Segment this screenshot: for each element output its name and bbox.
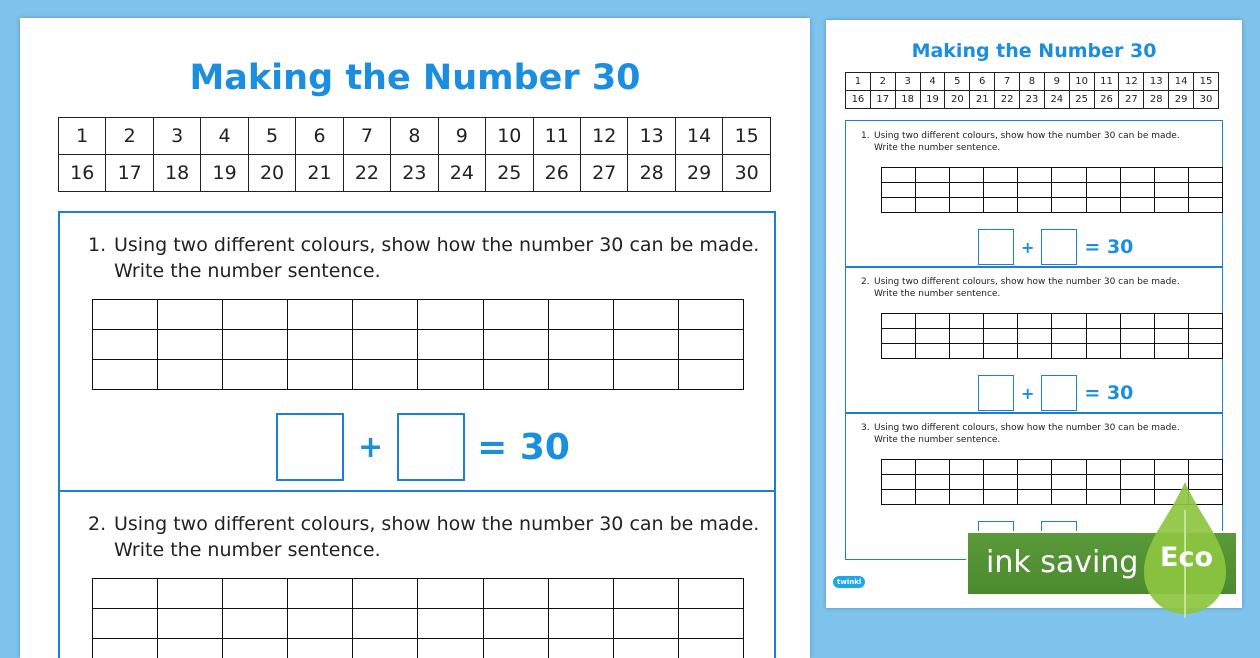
grid-cell[interactable] (984, 168, 1018, 183)
grid-cell[interactable] (1052, 198, 1086, 213)
grid-cell[interactable] (1052, 168, 1086, 183)
grid-cell[interactable] (1188, 460, 1222, 475)
number-line-table (845, 72, 1219, 109)
grid-cell[interactable] (158, 579, 223, 609)
grid-cell[interactable] (916, 490, 950, 505)
question-number: 2. (861, 276, 874, 288)
grid-cell[interactable] (93, 300, 158, 330)
number-row (59, 118, 771, 155)
grid-cell[interactable] (882, 329, 916, 344)
grid-cell[interactable] (1052, 344, 1086, 359)
grid-cell[interactable] (1154, 168, 1188, 183)
worksheet-title: Making the Number 30 (20, 58, 810, 98)
grid-cell[interactable] (1188, 344, 1222, 359)
grid-cell[interactable] (223, 330, 288, 360)
number-cell: 25 (1069, 91, 1094, 109)
grid-cell[interactable] (548, 609, 613, 639)
colouring-grid (881, 167, 1223, 213)
grid-cell[interactable] (353, 579, 418, 609)
grid-cell[interactable] (882, 314, 916, 329)
number-line-table (58, 117, 771, 192)
grid-cell[interactable] (950, 490, 984, 505)
grid-cell[interactable] (1120, 329, 1154, 344)
grid-row (93, 330, 744, 360)
question-instruction: Write the number sentence. (861, 288, 1211, 300)
number-cell: 18 (153, 155, 200, 192)
number-cell: 1 (59, 118, 106, 155)
number-cell: 23 (1020, 91, 1045, 109)
question-box (58, 211, 776, 492)
number-sentence (978, 375, 1133, 411)
number-cell: 27 (580, 155, 627, 192)
grid-cell[interactable] (1018, 314, 1052, 329)
grid-cell[interactable] (158, 300, 223, 330)
grid-cell[interactable] (678, 330, 743, 360)
grid-cell[interactable] (984, 183, 1018, 198)
grid-cell[interactable] (950, 314, 984, 329)
plus-sign: + (358, 430, 383, 465)
grid-cell[interactable] (984, 344, 1018, 359)
grid-cell[interactable] (1120, 183, 1154, 198)
number-cell: 19 (201, 155, 248, 192)
grid-cell[interactable] (288, 579, 353, 609)
number-cell: 28 (1144, 91, 1169, 109)
answer-box[interactable] (276, 413, 344, 481)
grid-cell[interactable] (93, 639, 158, 658)
grid-cell[interactable] (1018, 344, 1052, 359)
number-cell: 28 (628, 155, 675, 192)
grid-cell[interactable] (548, 330, 613, 360)
grid-cell[interactable] (548, 360, 613, 390)
grid-cell[interactable] (158, 609, 223, 639)
grid-cell[interactable] (1154, 329, 1188, 344)
number-cell: 12 (580, 118, 627, 155)
number-cell: 3 (153, 118, 200, 155)
grid-cell[interactable] (613, 579, 678, 609)
ink-saving-label: ink saving (986, 545, 1138, 580)
grid-row (882, 344, 1223, 359)
answer-box[interactable] (397, 413, 465, 481)
grid-cell[interactable] (1120, 168, 1154, 183)
grid-cell[interactable] (1154, 198, 1188, 213)
grid-cell[interactable] (483, 360, 548, 390)
grid-cell[interactable] (483, 579, 548, 609)
number-cell: 29 (1169, 91, 1194, 109)
number-cell: 17 (106, 155, 153, 192)
grid-cell[interactable] (1086, 475, 1120, 490)
grid-row (93, 609, 744, 639)
number-sentence (276, 413, 570, 481)
question-line: Using two different colours, show how the number 30 can be made. (114, 513, 759, 535)
number-row (846, 91, 1219, 109)
grid-cell[interactable] (916, 314, 950, 329)
answer-box[interactable] (1041, 375, 1077, 411)
grid-cell[interactable] (353, 330, 418, 360)
grid-cell[interactable] (1052, 460, 1086, 475)
question-number: 3. (861, 422, 874, 434)
grid-cell[interactable] (882, 460, 916, 475)
grid-cell[interactable] (950, 168, 984, 183)
number-cell: 26 (533, 155, 580, 192)
question-text (88, 233, 768, 284)
equals-thirty: = 30 (1084, 382, 1133, 404)
number-cell: 20 (945, 91, 970, 109)
number-cell: 13 (1144, 73, 1169, 91)
number-sentence (978, 229, 1133, 265)
question-number: 1. (861, 130, 874, 142)
grid-cell[interactable] (916, 344, 950, 359)
grid-cell[interactable] (353, 300, 418, 330)
grid-cell[interactable] (984, 329, 1018, 344)
grid-cell[interactable] (950, 329, 984, 344)
number-cell: 10 (1069, 73, 1094, 91)
grid-cell[interactable] (882, 168, 916, 183)
number-cell: 5 (248, 118, 295, 155)
question-box (845, 120, 1223, 268)
number-cell: 9 (1044, 73, 1069, 91)
answer-box[interactable] (978, 375, 1014, 411)
number-cell: 8 (1020, 73, 1045, 91)
number-cell: 22 (343, 155, 390, 192)
grid-cell[interactable] (1052, 329, 1086, 344)
grid-cell[interactable] (1188, 183, 1222, 198)
grid-cell[interactable] (483, 639, 548, 658)
grid-cell[interactable] (678, 639, 743, 658)
question-box (58, 490, 776, 658)
grid-cell[interactable] (418, 300, 483, 330)
number-cell: 16 (59, 155, 106, 192)
number-cell: 1 (846, 73, 871, 91)
grid-cell[interactable] (548, 639, 613, 658)
question-text (88, 512, 768, 563)
number-cell: 6 (970, 73, 995, 91)
grid-cell[interactable] (418, 609, 483, 639)
grid-cell[interactable] (882, 183, 916, 198)
grid-cell[interactable] (93, 579, 158, 609)
grid-cell[interactable] (984, 490, 1018, 505)
number-cell: 4 (920, 73, 945, 91)
grid-cell[interactable] (1086, 490, 1120, 505)
number-cell: 15 (723, 118, 771, 155)
grid-cell[interactable] (223, 639, 288, 658)
grid-cell[interactable] (916, 460, 950, 475)
question-instruction: Write the number sentence. (861, 142, 1211, 154)
question-number: 2. (88, 512, 114, 538)
grid-cell[interactable] (1052, 314, 1086, 329)
number-cell: 10 (486, 118, 533, 155)
question-line: Using two different colours, show how the number 30 can be made. (114, 234, 759, 256)
grid-cell[interactable] (93, 360, 158, 390)
grid-cell[interactable] (483, 300, 548, 330)
question-text (861, 276, 1211, 300)
grid-cell[interactable] (882, 475, 916, 490)
grid-cell[interactable] (158, 360, 223, 390)
grid-cell[interactable] (678, 300, 743, 330)
grid-cell[interactable] (1018, 329, 1052, 344)
grid-row (882, 168, 1223, 183)
grid-cell[interactable] (1188, 329, 1222, 344)
grid-cell[interactable] (1086, 460, 1120, 475)
grid-cell[interactable] (1086, 314, 1120, 329)
grid-cell[interactable] (418, 639, 483, 658)
grid-cell[interactable] (223, 360, 288, 390)
number-cell: 16 (846, 91, 871, 109)
grid-cell[interactable] (1086, 198, 1120, 213)
question-line: Using two different colours, show how the number 30 can be made. (874, 277, 1180, 287)
grid-cell[interactable] (548, 300, 613, 330)
number-cell: 2 (106, 118, 153, 155)
grid-cell[interactable] (223, 609, 288, 639)
grid-cell[interactable] (950, 475, 984, 490)
grid-row (93, 300, 744, 330)
number-cell: 23 (391, 155, 438, 192)
plus-sign: + (1021, 238, 1034, 257)
grid-cell[interactable] (158, 639, 223, 658)
grid-cell[interactable] (613, 639, 678, 658)
number-cell: 21 (296, 155, 343, 192)
grid-row (882, 329, 1223, 344)
number-cell: 30 (1194, 91, 1219, 109)
number-row (846, 73, 1219, 91)
grid-cell[interactable] (1018, 168, 1052, 183)
grid-cell[interactable] (1018, 183, 1052, 198)
grid-cell[interactable] (223, 579, 288, 609)
question-number: 1. (88, 233, 114, 259)
grid-cell[interactable] (950, 183, 984, 198)
grid-cell[interactable] (418, 330, 483, 360)
number-cell: 30 (723, 155, 771, 192)
grid-cell[interactable] (418, 360, 483, 390)
question-instruction: Write the number sentence. (88, 259, 768, 285)
question-instruction: Write the number sentence. (88, 538, 768, 564)
grid-cell[interactable] (916, 168, 950, 183)
number-cell: 25 (486, 155, 533, 192)
number-cell: 18 (895, 91, 920, 109)
grid-row (882, 460, 1223, 475)
number-cell: 4 (201, 118, 248, 155)
grid-cell[interactable] (418, 579, 483, 609)
equals-thirty: = 30 (1084, 236, 1133, 258)
worksheet-preview-large (20, 18, 810, 658)
grid-row (882, 198, 1223, 213)
number-cell: 6 (296, 118, 343, 155)
grid-cell[interactable] (916, 198, 950, 213)
grid-cell[interactable] (678, 360, 743, 390)
grid-cell[interactable] (1120, 198, 1154, 213)
number-cell: 8 (391, 118, 438, 155)
grid-cell[interactable] (1018, 490, 1052, 505)
number-cell: 24 (1044, 91, 1069, 109)
grid-cell[interactable] (1120, 314, 1154, 329)
number-cell: 27 (1119, 91, 1144, 109)
grid-cell[interactable] (1188, 168, 1222, 183)
number-cell: 20 (248, 155, 295, 192)
twinkl-logo: twinkl (833, 576, 865, 588)
question-line: Using two different colours, show how the number 30 can be made. (874, 423, 1180, 433)
grid-cell[interactable] (353, 609, 418, 639)
grid-cell[interactable] (1052, 183, 1086, 198)
colouring-grid (92, 299, 744, 390)
grid-cell[interactable] (916, 329, 950, 344)
grid-cell[interactable] (613, 609, 678, 639)
grid-cell[interactable] (288, 300, 353, 330)
grid-cell[interactable] (93, 330, 158, 360)
grid-cell[interactable] (1154, 344, 1188, 359)
question-instruction: Write the number sentence. (861, 434, 1211, 446)
grid-cell[interactable] (984, 314, 1018, 329)
grid-cell[interactable] (353, 360, 418, 390)
grid-cell[interactable] (288, 639, 353, 658)
number-cell: 9 (438, 118, 485, 155)
grid-cell[interactable] (1188, 198, 1222, 213)
number-cell: 3 (895, 73, 920, 91)
number-cell: 2 (870, 73, 895, 91)
grid-cell[interactable] (613, 330, 678, 360)
grid-cell[interactable] (882, 198, 916, 213)
grid-cell[interactable] (678, 609, 743, 639)
grid-cell[interactable] (950, 460, 984, 475)
grid-cell[interactable] (984, 198, 1018, 213)
number-cell: 13 (628, 118, 675, 155)
question-text (861, 422, 1211, 446)
grid-cell[interactable] (950, 198, 984, 213)
grid-cell[interactable] (950, 344, 984, 359)
number-cell: 22 (995, 91, 1020, 109)
grid-cell[interactable] (1188, 314, 1222, 329)
answer-box[interactable] (1041, 229, 1077, 265)
number-cell: 15 (1194, 73, 1219, 91)
grid-cell[interactable] (353, 639, 418, 658)
grid-cell[interactable] (223, 300, 288, 330)
number-cell: 21 (970, 91, 995, 109)
plus-sign: + (1021, 384, 1034, 403)
grid-cell[interactable] (158, 330, 223, 360)
number-cell: 14 (675, 118, 722, 155)
grid-cell[interactable] (93, 609, 158, 639)
grid-cell[interactable] (916, 475, 950, 490)
grid-cell[interactable] (882, 344, 916, 359)
grid-row (882, 183, 1223, 198)
grid-cell[interactable] (1120, 344, 1154, 359)
number-cell: 19 (920, 91, 945, 109)
grid-cell[interactable] (984, 475, 1018, 490)
grid-cell[interactable] (613, 360, 678, 390)
number-row (59, 155, 771, 192)
number-cell: 11 (533, 118, 580, 155)
grid-cell[interactable] (1018, 475, 1052, 490)
grid-cell[interactable] (1086, 168, 1120, 183)
grid-cell[interactable] (548, 579, 613, 609)
grid-cell[interactable] (1018, 460, 1052, 475)
question-text (861, 130, 1211, 154)
grid-row (93, 579, 744, 609)
number-cell: 26 (1094, 91, 1119, 109)
grid-row (93, 639, 744, 658)
number-cell: 5 (945, 73, 970, 91)
answer-box[interactable] (978, 229, 1014, 265)
grid-cell[interactable] (1018, 198, 1052, 213)
equals-thirty: = 30 (477, 427, 570, 468)
grid-cell[interactable] (1052, 475, 1086, 490)
grid-cell[interactable] (1052, 490, 1086, 505)
grid-cell[interactable] (288, 330, 353, 360)
number-cell: 14 (1169, 73, 1194, 91)
number-cell: 11 (1094, 73, 1119, 91)
grid-cell[interactable] (288, 609, 353, 639)
number-cell: 7 (995, 73, 1020, 91)
number-cell: 24 (438, 155, 485, 192)
grid-row (882, 314, 1223, 329)
number-cell: 7 (343, 118, 390, 155)
grid-cell[interactable] (984, 460, 1018, 475)
eco-label: Eco (1160, 542, 1213, 573)
grid-row (93, 360, 744, 390)
grid-cell[interactable] (1120, 460, 1154, 475)
grid-cell[interactable] (1086, 183, 1120, 198)
grid-cell[interactable] (1154, 183, 1188, 198)
question-line: Using two different colours, show how the number 30 can be made. (874, 131, 1180, 141)
question-box (845, 266, 1223, 414)
grid-cell[interactable] (882, 490, 916, 505)
grid-cell[interactable] (483, 330, 548, 360)
grid-cell[interactable] (1154, 460, 1188, 475)
grid-cell[interactable] (483, 609, 548, 639)
number-cell: 17 (870, 91, 895, 109)
grid-cell[interactable] (1086, 344, 1120, 359)
number-cell: 29 (675, 155, 722, 192)
grid-cell[interactable] (1154, 314, 1188, 329)
number-cell: 12 (1119, 73, 1144, 91)
grid-cell[interactable] (288, 360, 353, 390)
grid-cell[interactable] (678, 579, 743, 609)
grid-cell[interactable] (916, 183, 950, 198)
worksheet-title: Making the Number 30 (826, 40, 1242, 62)
grid-cell[interactable] (1086, 329, 1120, 344)
colouring-grid (92, 578, 744, 658)
grid-cell[interactable] (613, 300, 678, 330)
colouring-grid (881, 313, 1223, 359)
